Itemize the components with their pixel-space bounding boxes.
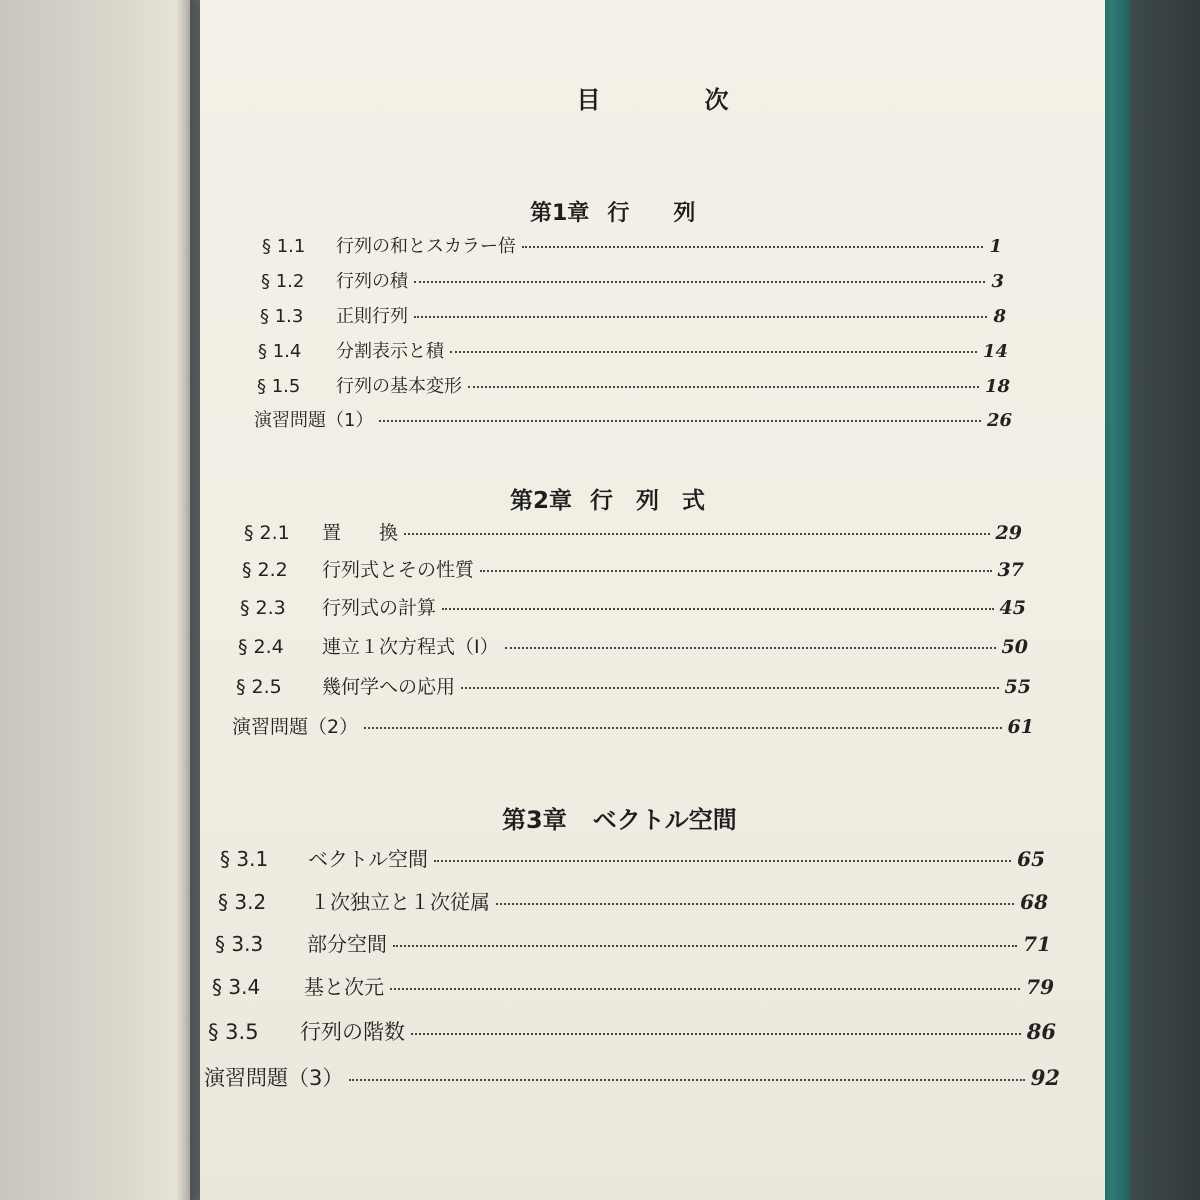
page-number: 37: [997, 559, 1024, 581]
exercises-title: 演習問題（3）: [204, 1066, 344, 1090]
page-number: 68: [1020, 890, 1048, 914]
dot-leader: [450, 351, 977, 353]
toc-entry-1-1: [262, 232, 1002, 258]
chapter-1-number: 第1章: [530, 201, 590, 226]
section-title: 行列の和とスカラー倍: [336, 236, 516, 257]
section-number: § 3.2: [218, 890, 267, 914]
section-number: § 1.1: [262, 236, 306, 257]
dot-leader: [480, 570, 992, 572]
section-number: § 2.5: [236, 676, 282, 698]
toc-entry-1-2: [261, 267, 1004, 293]
toc-entry-3-2: [218, 886, 1048, 915]
dot-leader: [379, 420, 980, 422]
dot-leader: [461, 687, 999, 689]
dot-leader: [496, 903, 1014, 905]
page-number: 8: [993, 306, 1006, 327]
page-number: 55: [1004, 676, 1031, 698]
dot-leader: [468, 386, 979, 388]
toc-entry-2-3: [240, 593, 1026, 620]
section-title: 部分空間: [307, 932, 387, 956]
dot-leader: [404, 533, 990, 535]
page-number: 26: [986, 410, 1012, 431]
section-number: § 2.1: [244, 522, 290, 544]
section-number: § 1.4: [258, 341, 302, 362]
dot-leader: [364, 727, 1001, 729]
toc-exercises-2: [232, 712, 1034, 739]
toc-exercises-3: [204, 1062, 1060, 1092]
chapter-2-heading: [510, 482, 705, 515]
page-number: 86: [1026, 1019, 1056, 1044]
section-title: 行列の積: [336, 271, 408, 292]
section-title: 行列式とその性質: [322, 559, 475, 581]
page-title: 目 次: [576, 86, 769, 114]
page-number: 29: [995, 522, 1022, 544]
page-number: 1: [989, 236, 1002, 257]
page-number: 71: [1023, 932, 1051, 956]
section-number: § 1.2: [261, 271, 305, 292]
section-number: § 1.3: [260, 306, 304, 327]
chapter-1-heading: [530, 196, 695, 227]
dot-leader: [434, 860, 1011, 862]
section-title: 置 換: [322, 522, 399, 544]
dot-leader: [442, 608, 994, 610]
section-number: § 3.5: [208, 1020, 259, 1044]
dot-leader: [393, 945, 1017, 947]
section-number: § 3.1: [220, 847, 269, 871]
section-title: 行列の階数: [300, 1020, 405, 1044]
page-number: 45: [999, 597, 1026, 619]
toc-page: [200, 0, 1105, 1200]
chapter-3-number: 第3章: [502, 806, 567, 834]
toc-entry-3-5: [208, 1016, 1056, 1046]
section-title: ベクトル空間: [308, 847, 428, 871]
page-number: 92: [1030, 1065, 1060, 1090]
section-title: 幾何学への応用: [322, 676, 456, 698]
toc-entry-2-1: [244, 518, 1022, 545]
section-title: 正則行列: [336, 306, 408, 327]
toc-exercises-1: [254, 406, 1012, 432]
toc-entry-1-5: [257, 372, 1010, 398]
page-number: 61: [1007, 716, 1034, 738]
section-title: 連立１次方程式（I）: [322, 636, 499, 658]
section-title: 基と次元: [304, 975, 384, 999]
section-title: 分割表示と積: [336, 341, 444, 362]
section-title: １次独立と１次従属: [310, 890, 490, 914]
toc-entry-1-4: [258, 337, 1008, 363]
chapter-3-name: ベクトル空間: [592, 806, 737, 834]
dot-leader: [522, 246, 983, 248]
page-number: 65: [1017, 847, 1045, 871]
toc-entry-1-3: [260, 302, 1006, 328]
section-title: 行列の基本変形: [336, 376, 462, 397]
exercises-title: 演習問題（1）: [254, 410, 374, 431]
dot-leader: [390, 988, 1020, 990]
chapter-2-number: 第2章: [510, 488, 573, 514]
dot-leader: [349, 1079, 1024, 1081]
dot-leader: [414, 281, 985, 283]
toc-entry-3-1: [220, 843, 1045, 872]
section-number: § 2.3: [240, 597, 286, 619]
section-number: § 2.2: [242, 559, 288, 581]
toc-entry-3-4: [212, 971, 1054, 1000]
page-number: 50: [1001, 636, 1028, 658]
chapter-2-name: 行 列 式: [590, 488, 706, 514]
toc-entry-2-2: [242, 555, 1024, 582]
chapter-1-name: 行 列: [607, 201, 696, 226]
page-number: 14: [982, 341, 1008, 362]
toc-entry-3-3: [215, 928, 1051, 957]
page-number: 18: [984, 376, 1010, 397]
left-page-edge: [0, 0, 190, 1200]
dot-leader: [411, 1033, 1021, 1035]
section-number: § 3.3: [215, 932, 264, 956]
chapter-3-heading: [502, 800, 737, 835]
background-surface: [1130, 0, 1200, 1200]
exercises-title: 演習問題（2）: [232, 716, 359, 738]
section-title: 行列式の計算: [322, 597, 437, 619]
page-number: 79: [1026, 975, 1054, 999]
toc-entry-2-5: [236, 672, 1031, 699]
dot-leader: [414, 316, 987, 318]
toc-entry-2-4: [238, 632, 1028, 659]
section-number: § 1.5: [257, 376, 301, 397]
section-number: § 2.4: [238, 636, 284, 658]
dot-leader: [505, 647, 996, 649]
page-number: 3: [991, 271, 1004, 292]
section-number: § 3.4: [212, 975, 261, 999]
